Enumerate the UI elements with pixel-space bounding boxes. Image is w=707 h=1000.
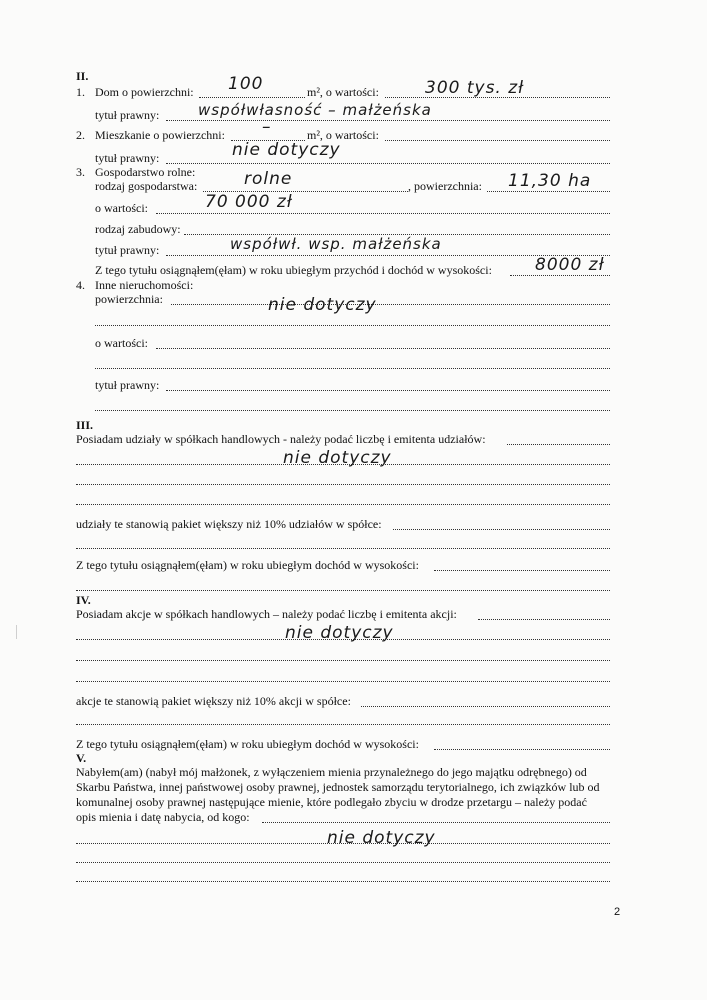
inne-title-line [166,390,610,391]
s3-line-3 [76,484,610,485]
dom-area-line [199,97,305,98]
mieszkanie-title-handwriting: nie dotyczy [232,140,341,160]
s4-stocks-line [478,619,610,620]
inne-area-handwriting: nie dotyczy [268,295,377,315]
gosp-income-handwriting: 8000 zł [535,255,605,275]
s5-handwriting: nie dotyczy [327,828,436,848]
dom-area-handwriting: 100 [228,74,264,94]
mieszkanie-value-line [385,140,610,141]
s4-line-4 [76,681,610,682]
gosp-value-line [156,213,610,214]
gosp-buildings-label: rodzaj zabudowy: [95,222,181,236]
s3-income-line [434,570,610,571]
mieszkanie-title-line [166,163,610,164]
s4-package-line [361,706,610,707]
inne-title-line-2 [95,410,610,411]
page-number: 2 [614,906,621,918]
s3-line-4 [76,504,610,505]
s3-package-line-2 [76,548,610,549]
s4-handwriting: nie dotyczy [285,623,394,643]
gosp-area-handwriting: 11,30 ha [508,171,592,191]
inne-area-label: powierzchnia: [95,292,163,306]
inne-title-label: tytuł prawny: [95,378,160,392]
inne-value-line-2 [95,368,610,369]
inne-area-line-2 [95,325,610,326]
section-iii-header: III. [76,418,94,432]
s5-desc-line [262,822,610,823]
gosp-area-line [487,191,610,192]
s5-line-a [76,843,610,844]
s3-income-line-2 [76,590,610,591]
section-iv-header: IV. [76,593,91,607]
inne-label: Inne nieruchomości: [95,278,194,292]
gosp-income-label: Z tego tytułu osiągnąłem(ęłam) w roku ubiegłym przychód i dochód w wysokości: [95,263,492,277]
section-v-header: V. [76,751,87,765]
s4-package-label: akcje te stanowią pakiet większy niż 10% akcji w spółce: [76,694,351,708]
s3-income-label: Z tego tytułu osiągnąłem(ęłam) w roku ubiegłym dochód w wysokości: [76,558,419,572]
mieszkanie-title-label: tytuł prawny: [95,151,160,165]
gosp-area-label: , powierzchnia: [408,179,482,193]
s3-package-label: udziały te stanowią pakiet większy niż 10% udziałów w spółce: [76,517,382,531]
inne-value-label: o wartości: [95,336,148,350]
item-4-number: 4. [76,278,85,292]
mieszkanie-label: Mieszkanie o powierzchni: [95,128,225,142]
s5-line-3: komunalnej osoby prawnej następujące mienie, które podlegało zbyciu w drodze przetargu – należy podać [76,795,587,809]
dom-value-handwriting: 300 tys. zł [425,78,525,98]
dom-value-label: m², o wartości: [307,85,379,99]
gosp-value-handwriting: 70 000 zł [205,192,293,212]
s4-stocks-label: Posiadam akcje w spółkach handlowych – należy podać liczbę i emitenta akcji: [76,607,457,621]
gosp-title-handwriting: współwł. wsp. małżeńska [230,235,442,253]
dom-title-label: tytuł prawny: [95,108,160,122]
s5-line-2: Skarbu Państwa, innej państwowej osoby prawnej, jednostek samorządu terytorialnego, ich związków lub od [76,780,600,794]
item-3-number: 3. [76,165,85,179]
gosp-type-label: rodzaj gospodarstwa: [95,179,198,193]
s5-line-c [76,881,610,882]
gosp-value-label: o wartości: [95,201,148,215]
s4-income-label: Z tego tytułu osiągnąłem(ęłam) w roku ubiegłym dochód w wysokości: [76,737,419,751]
gosp-type-handwriting: rolne [244,169,293,189]
item-2-number: 2. [76,128,85,142]
s4-line-3 [76,660,610,661]
page-edge-mark [16,625,17,639]
item-1-number: 1. [76,85,85,99]
s4-income-line [434,749,610,750]
section-ii-header: II. [76,69,89,83]
dom-title-handwriting: współwłasność – małżeńska [198,101,432,119]
gospodarstwo-label: Gospodarstwo rolne: [95,165,196,179]
dom-label: Dom o powierzchni: [95,85,194,99]
gosp-income-line [510,275,610,276]
s5-line-1: Nabyłem(am) (nabył mój małżonek, z wyłączeniem mienia przynależnego do jego majątku odrębnego) od [76,765,587,779]
gosp-title-label: tytuł prawny: [95,243,160,257]
s5-line-b [76,862,610,863]
s3-handwriting: nie dotyczy [283,448,392,468]
mieszkanie-area-handwriting: – [262,117,272,137]
inne-value-line [156,348,610,349]
dom-title-line [166,120,610,121]
inne-area-line [171,304,610,305]
s3-shares-label: Posiadam udziały w spółkach handlowych - należy podać liczbę i emitenta udziałów: [76,432,486,446]
s5-line-4: opis mienia i datę nabycia, od kogo: [76,810,250,824]
s3-package-line [393,529,610,530]
mieszkanie-value-label: m², o wartości: [307,128,379,142]
s4-package-line-2 [76,724,610,725]
s3-shares-line [507,444,610,445]
